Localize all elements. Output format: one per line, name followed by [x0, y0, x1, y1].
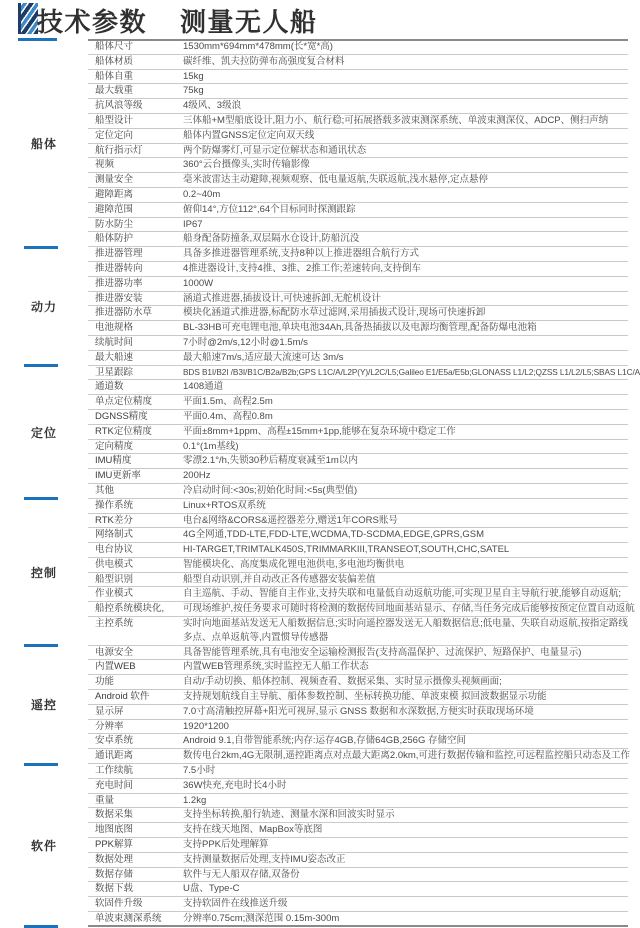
- spec-row: [88, 40, 628, 55]
- spec-row: [88, 484, 628, 499]
- spec-row: [88, 734, 628, 749]
- spec-row: [88, 114, 628, 129]
- spec-value: 4推进器设计,支持4推、3推、2推工作;差速转向,支持倒车: [183, 262, 422, 274]
- spec-label: 避障范围: [95, 203, 134, 215]
- group-rows: [88, 40, 628, 247]
- spec-value: 船身配备防撞条,双层隔水仓设计,防船沉没: [183, 233, 360, 245]
- spec-label: IMU精度: [95, 455, 132, 467]
- spec-value: 毫米波雷达主动避障,视频观察、低电量返航,失联返航,浅水悬停,定点悬停: [183, 174, 489, 186]
- spec-group-船体: [0, 40, 628, 247]
- spec-value: 1920*1200: [183, 720, 229, 732]
- spec-label: 单波束测深系统: [95, 913, 162, 925]
- spec-label: 船体自重: [95, 70, 134, 82]
- spec-group-定位: [0, 366, 640, 499]
- spec-label: 推进器安装: [95, 292, 143, 304]
- group-label: 软件: [30, 838, 57, 853]
- spec-table: [0, 40, 640, 927]
- spec-row: [88, 425, 628, 440]
- spec-row: [88, 897, 628, 912]
- spec-label: 安卓系统: [95, 735, 134, 747]
- spec-label: 卫星跟踪: [95, 366, 134, 378]
- group-rows: [88, 366, 640, 499]
- spec-row: [88, 218, 628, 233]
- spec-row: [88, 675, 628, 690]
- spec-value: 内置WEB管理系统,实时监控无人船工作状态: [183, 661, 369, 673]
- spec-label: 推进器管理: [95, 248, 143, 260]
- spec-value: 两个防爆雾灯,可显示定位解状态和通讯状态: [183, 144, 367, 156]
- spec-label: 避障距离: [95, 188, 134, 200]
- spec-value: 7小时@2m/s,12小时@1.5m/s: [183, 336, 308, 348]
- spec-label: IMU更新率: [95, 470, 141, 482]
- spec-label: 功能: [95, 676, 115, 688]
- spec-label: 船控系统模块化,: [95, 603, 165, 615]
- spec-row: [88, 144, 628, 159]
- spec-row: [88, 366, 640, 381]
- spec-label: 船体防护: [95, 233, 134, 245]
- spec-value: 三体船+M型船底设计,阻力小、航行稳;可拓展搭载多波束测深系统、单波束测深仪、ADCP、侧扫声纳: [183, 114, 609, 126]
- spec-row: [88, 440, 628, 455]
- spec-value: 船型自动识别,并自动改正各传感器安装偏差值: [183, 573, 376, 585]
- spec-value: 7.5小时: [183, 765, 216, 777]
- spec-label: 推进器功率: [95, 277, 143, 289]
- spec-row: [88, 838, 628, 853]
- spec-label: 电源安全: [95, 646, 134, 658]
- spec-row: [88, 203, 628, 218]
- spec-value: 0.1°(1m基线): [183, 440, 239, 452]
- spec-value: 支持PPK后处理解算: [183, 839, 269, 851]
- spec-value: 具备智能管理系统,具有电池安全运输检测报告(支持高温保护、过流保护、短路保护、电量显示): [183, 646, 582, 658]
- spec-label: 单点定位精度: [95, 396, 153, 408]
- spec-label: 数据处理: [95, 853, 134, 865]
- spec-value: 0.2~40m: [183, 188, 221, 200]
- spec-row: [88, 395, 628, 410]
- spec-label: 工作续航: [95, 765, 134, 777]
- spec-row: [88, 292, 628, 307]
- spec-value: 1.2kg: [183, 794, 207, 806]
- group-label-cell: [0, 247, 88, 365]
- spec-label: 充电时间: [95, 779, 134, 791]
- spec-value: 1530mm*694mm*478mm(长*宽*高): [183, 41, 333, 52]
- spec-row: [88, 808, 628, 823]
- spec-row: [88, 129, 628, 144]
- spec-row: [88, 336, 628, 351]
- spec-value: 软件与无人船双存储,双备份: [183, 868, 300, 880]
- spec-group-软件: [0, 764, 628, 927]
- group-label: 定位: [30, 425, 57, 440]
- spec-value: 智能模块化、高度集成化锂电池供电,多电池均衡供电: [183, 558, 405, 570]
- spec-label: 防水防尘: [95, 218, 134, 230]
- spec-group-控制: [0, 499, 635, 646]
- spec-value: 自主巡航、手动、智能自主作业,支持失联和电量低自动返航功能,可实现卫星自主导航行驶,能够自动返航;: [183, 588, 622, 600]
- group-label-cell: [0, 499, 88, 646]
- spec-value: 最大船速7m/s,适应最大流速可达 3m/s: [183, 351, 344, 363]
- spec-label: Android 软件: [95, 691, 150, 703]
- spec-label: 数据下载: [95, 883, 134, 895]
- spec-value: 平面0.4m、高程0.8m: [183, 410, 273, 422]
- spec-row: [88, 882, 628, 897]
- spec-row: [88, 70, 628, 85]
- spec-value: BDS B1I/B2I /B3I/B1C/B2a/B2b;GPS L1C/A/L2P(Y)/L2C/L5;Galileo E1/E5a/E5b;GLONASS L1/L2;QZSS L1/L2/L5;SBAS L1C/A: [183, 366, 640, 377]
- group-rows: [88, 646, 631, 764]
- spec-row: [88, 454, 628, 469]
- spec-label: 定位定向: [95, 129, 134, 141]
- spec-row: [88, 99, 628, 114]
- spec-label: 通道数: [95, 381, 124, 393]
- spec-row: [88, 499, 628, 514]
- group-label-cell: [0, 764, 88, 927]
- spec-label: 电池规格: [95, 322, 134, 334]
- spec-value: 360°云台摄像头,实时传输影像: [183, 159, 310, 171]
- spec-row: [88, 868, 628, 883]
- title-main: 技术参数: [37, 7, 148, 37]
- spec-value: 碳纤维、凯夫拉防弹布高强度复合材料: [183, 55, 345, 67]
- spec-row: [88, 232, 628, 247]
- spec-value: 15kg: [183, 70, 204, 82]
- spec-label: 最大载重: [95, 85, 134, 97]
- spec-value: IP67: [183, 218, 203, 230]
- spec-row: [88, 84, 628, 99]
- spec-group-遥控: [0, 646, 631, 764]
- spec-label: 抗风浪等级: [95, 100, 143, 112]
- spec-group-动力: [0, 247, 628, 365]
- spec-row: [88, 573, 628, 588]
- spec-row: [88, 690, 628, 705]
- spec-row: [88, 262, 628, 277]
- spec-label: 测量安全: [95, 174, 134, 186]
- spec-value: HI-TARGET,TRIMTALK450S,TRIMMARKIII,TRANSEOT,SOUTH,CHC,SATEL: [183, 544, 510, 556]
- spec-value: 平面1.5m、高程2.5m: [183, 396, 273, 408]
- spec-value: 支持测量数据后处理,支持IMU姿态改正: [183, 853, 346, 865]
- title-sub: 测量无人船: [180, 7, 318, 37]
- group-rows: [88, 247, 628, 365]
- page-title: [37, 2, 318, 39]
- layered-stripes-icon: [18, 3, 38, 34]
- spec-row: [88, 749, 631, 764]
- spec-label: 船体尺寸: [95, 41, 134, 52]
- spec-label: 航行指示灯: [95, 144, 143, 156]
- spec-row: [88, 617, 628, 646]
- spec-value: 电台&网络&CORS&遥控器差分,赠送1年CORS账号: [183, 514, 398, 526]
- spec-value: 零漂2.1°/h,失锁30秒后精度衰减至1m以内: [183, 455, 358, 467]
- group-label-cell: [0, 40, 88, 247]
- group-label-cell: [0, 646, 88, 764]
- spec-value: 7.0寸高清触控屏幕+阳光可视屏,显示 GNSS 数据和水深数据,方便实时获取现场环境: [183, 705, 534, 717]
- spec-row: [88, 514, 628, 529]
- spec-label: 最大船速: [95, 351, 134, 363]
- spec-label: 视频: [95, 159, 115, 171]
- spec-label: 定向精度: [95, 440, 134, 452]
- spec-row: [88, 543, 628, 558]
- spec-row: [88, 660, 628, 675]
- spec-row: [88, 380, 628, 395]
- spec-row: [88, 188, 628, 203]
- spec-label: 操作系统: [95, 499, 134, 511]
- spec-label: 电台协议: [95, 544, 134, 556]
- spec-value: 支持规划航线自主导航、船体参数控制、坐标转换功能、单波束模 拟回波数据显示功能: [183, 691, 547, 703]
- spec-row: [88, 55, 628, 70]
- spec-row: [88, 646, 628, 661]
- spec-value: 船体内置GNSS定位定向双天线: [183, 129, 315, 141]
- group-label: 遥控: [30, 698, 57, 713]
- spec-row: [88, 306, 628, 321]
- spec-value: 36W快充,充电时长4小时: [183, 779, 287, 791]
- spec-row: [88, 853, 628, 868]
- spec-value: 75kg: [183, 85, 204, 97]
- spec-label: RTK定位精度: [95, 425, 152, 437]
- spec-label: 数据采集: [95, 809, 134, 821]
- spec-row: [88, 794, 628, 809]
- spec-value: 涵道式推进器,插拔设计,可快速拆卸,无舵机设计: [183, 292, 381, 304]
- spec-value: 俯仰14°,方位112°,64个目标同时探测跟踪: [183, 203, 356, 215]
- spec-row: [88, 764, 628, 779]
- spec-label: 船型识别: [95, 573, 134, 585]
- spec-label: 推进器防水草: [95, 307, 153, 319]
- group-rows: [88, 764, 628, 927]
- group-label: 控制: [30, 565, 57, 580]
- group-label-cell: [0, 366, 88, 499]
- spec-value: Linux+RTOS双系统: [183, 499, 266, 511]
- spec-label: 内置WEB: [95, 661, 136, 673]
- spec-row: [88, 321, 628, 336]
- spec-row: [88, 410, 628, 425]
- spec-value: 1408通道: [183, 381, 224, 393]
- spec-row: [88, 912, 628, 927]
- spec-label: 船体材质: [95, 55, 134, 67]
- spec-value: 平面±8mm+1ppm、高程±15mm+1pp,能够在复杂环境中稳定工作: [183, 425, 456, 437]
- spec-row: [88, 351, 628, 366]
- spec-row: [88, 558, 628, 573]
- spec-value: 分辨率0.75cm;测深范围 0.15m-300m: [183, 913, 340, 925]
- spec-row: [88, 602, 635, 617]
- spec-value: 可现场维护,按任务要求可随时将检测的数据传回地面基站显示、存储,当任务完成后能够按预定位置自动返航: [183, 603, 635, 615]
- spec-label: 通讯距离: [95, 750, 134, 762]
- spec-row: [88, 705, 628, 720]
- spec-value: 模块化涵道式推进器,标配防水草过滤网,采用插拔式设计,现场可快速拆卸: [183, 307, 486, 319]
- spec-label: PPK解算: [95, 839, 134, 851]
- spec-label: RTK差分: [95, 514, 133, 526]
- spec-row: [88, 779, 628, 794]
- spec-label: 船型设计: [95, 114, 134, 126]
- spec-label: DGNSS精度: [95, 410, 148, 422]
- group-label: 船体: [30, 137, 57, 152]
- spec-value: 实时向地面基站发送无人船数据信息;实时向遥控器发送无人船数据信息;低电量、失联自动返航,按指定路线多点、点单返航等,内置惯导传感器: [183, 618, 628, 643]
- page-header: [0, 0, 634, 40]
- spec-label: 分辨率: [95, 720, 124, 732]
- spec-row: [88, 247, 628, 262]
- spec-label: 软固件升级: [95, 898, 143, 910]
- spec-label: 供电模式: [95, 558, 134, 570]
- spec-row: [88, 720, 628, 735]
- group-rows: [88, 499, 635, 646]
- spec-value: 支持在线天地图、MapBox等底图: [183, 824, 323, 836]
- spec-value: U盘、Type-C: [183, 883, 240, 895]
- spec-row: [88, 587, 628, 602]
- spec-row: [88, 469, 628, 484]
- spec-row: [88, 277, 628, 292]
- spec-value: Android 9.1,自带智能系统;内存:运存4GB,存储64GB,256G 存储空间: [183, 735, 466, 747]
- spec-value: 支持软固件在线推送升级: [183, 898, 288, 910]
- spec-row: [88, 158, 628, 173]
- spec-value: 冷启动时间:<30s;初始化时间:<5s(典型值): [183, 484, 358, 496]
- spec-row: [88, 173, 628, 188]
- spec-label: 其他: [95, 484, 115, 496]
- spec-label: 作业模式: [95, 588, 134, 600]
- spec-label: 续航时间: [95, 336, 134, 348]
- spec-label: 主控系统: [95, 618, 134, 630]
- spec-value: 4级风、3级浪: [183, 100, 242, 112]
- spec-value: 200Hz: [183, 470, 211, 482]
- spec-value: 自动/手动切换、船体控制、视频查看、数据采集、实时显示摄像头视频画面;: [183, 676, 502, 688]
- spec-row: [88, 823, 628, 838]
- spec-label: 地图底图: [95, 824, 134, 836]
- spec-label: 数据存储: [95, 868, 134, 880]
- spec-value: 4G全网通,TDD-LTE,FDD-LTE,WCDMA,TD-SCDMA,EDGE,GPRS,GSM: [183, 529, 485, 541]
- spec-value: 1000W: [183, 277, 214, 289]
- spec-label: 推进器转向: [95, 262, 143, 274]
- spec-label: 网络制式: [95, 529, 134, 541]
- spec-row: [88, 528, 628, 543]
- spec-value: BL-33HB可充电锂电池,单块电池34Ah,具备热插拔以及电源均衡管理,配备防爆电池箱: [183, 322, 537, 334]
- spec-label: 显示屏: [95, 705, 124, 717]
- group-label: 动力: [30, 299, 57, 314]
- spec-value: 数传电台2km,4G无限制,遥控距离点对点最大距离2.0km,可进行数据传输和监控,可远程监控船只动态及工作: [183, 750, 631, 762]
- spec-value: 具备多推进器管理系统,支持8种以上推进器组合航行方式: [183, 248, 419, 260]
- spec-value: 支持坐标转换,船行轨迹、测量水深和回波实时显示: [183, 809, 395, 821]
- spec-label: 重量: [95, 794, 115, 806]
